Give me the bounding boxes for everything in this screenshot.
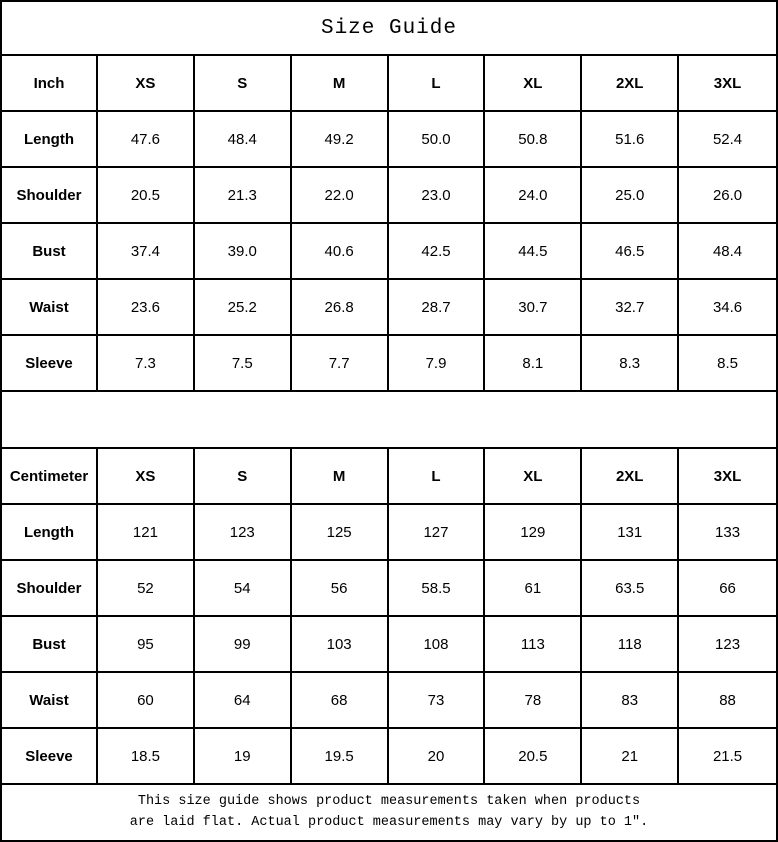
value-cell: 108 xyxy=(389,617,486,673)
cm-size-header-s: S xyxy=(195,449,292,505)
inch-row-label-bust: Bust xyxy=(2,224,98,280)
value-cell: 131 xyxy=(582,505,679,561)
value-cell: 73 xyxy=(389,673,486,729)
inch-size-header-xl: XL xyxy=(485,56,582,112)
value-cell: 22.0 xyxy=(292,168,389,224)
footer-note-line2: are laid flat. Actual product measurements may vary by up to 1″. xyxy=(129,814,649,830)
inch-row-label-length: Length xyxy=(2,112,98,168)
value-cell: 7.5 xyxy=(195,336,292,392)
inch-size-header-s: S xyxy=(195,56,292,112)
cm-size-header-xl: XL xyxy=(485,449,582,505)
value-cell: 99 xyxy=(195,617,292,673)
value-cell: 58.5 xyxy=(389,561,486,617)
cm-size-header-xs: XS xyxy=(98,449,195,505)
value-cell: 46.5 xyxy=(582,224,679,280)
value-cell: 118 xyxy=(582,617,679,673)
cm-row-label-waist: Waist xyxy=(2,673,98,729)
value-cell: 24.0 xyxy=(485,168,582,224)
inch-size-header-3xl: 3XL xyxy=(679,56,776,112)
value-cell: 125 xyxy=(292,505,389,561)
value-cell: 50.8 xyxy=(485,112,582,168)
value-cell: 20 xyxy=(389,729,486,785)
inch-unit-header-cell: Inch xyxy=(2,56,98,112)
value-cell: 7.9 xyxy=(389,336,486,392)
value-cell: 47.6 xyxy=(98,112,195,168)
value-cell: 88 xyxy=(679,673,776,729)
inch-size-header-xs: XS xyxy=(98,56,195,112)
value-cell: 32.7 xyxy=(582,280,679,336)
cm-row-label-length: Length xyxy=(2,505,98,561)
value-cell: 42.5 xyxy=(389,224,486,280)
value-cell: 19.5 xyxy=(292,729,389,785)
value-cell: 63.5 xyxy=(582,561,679,617)
value-cell: 113 xyxy=(485,617,582,673)
value-cell: 8.3 xyxy=(582,336,679,392)
value-cell: 28.7 xyxy=(389,280,486,336)
value-cell: 49.2 xyxy=(292,112,389,168)
value-cell: 7.3 xyxy=(98,336,195,392)
cm-row-label-bust: Bust xyxy=(2,617,98,673)
value-cell: 48.4 xyxy=(195,112,292,168)
value-cell: 95 xyxy=(98,617,195,673)
value-cell: 60 xyxy=(98,673,195,729)
value-cell: 18.5 xyxy=(98,729,195,785)
value-cell: 51.6 xyxy=(582,112,679,168)
value-cell: 54 xyxy=(195,561,292,617)
cm-size-header-2xl: 2XL xyxy=(582,449,679,505)
value-cell: 21.5 xyxy=(679,729,776,785)
value-cell: 23.0 xyxy=(389,168,486,224)
value-cell: 7.7 xyxy=(292,336,389,392)
value-cell: 34.6 xyxy=(679,280,776,336)
value-cell: 78 xyxy=(485,673,582,729)
cm-size-header-m: M xyxy=(292,449,389,505)
inch-size-header-2xl: 2XL xyxy=(582,56,679,112)
value-cell: 8.5 xyxy=(679,336,776,392)
cm-unit-header-cell: Centimeter xyxy=(2,449,98,505)
value-cell: 52.4 xyxy=(679,112,776,168)
value-cell: 23.6 xyxy=(98,280,195,336)
value-cell: 129 xyxy=(485,505,582,561)
value-cell: 20.5 xyxy=(485,729,582,785)
value-cell: 103 xyxy=(292,617,389,673)
value-cell: 56 xyxy=(292,561,389,617)
value-cell: 127 xyxy=(389,505,486,561)
value-cell: 48.4 xyxy=(679,224,776,280)
spacer-band xyxy=(2,392,776,449)
value-cell: 66 xyxy=(679,561,776,617)
inch-row-label-shoulder: Shoulder xyxy=(2,168,98,224)
value-cell: 64 xyxy=(195,673,292,729)
value-cell: 83 xyxy=(582,673,679,729)
value-cell: 44.5 xyxy=(485,224,582,280)
footer-note-line1: This size guide shows product measurements taken when products xyxy=(137,794,641,810)
value-cell: 25.2 xyxy=(195,280,292,336)
value-cell: 123 xyxy=(679,617,776,673)
footer-note xyxy=(2,785,776,840)
value-cell: 133 xyxy=(679,505,776,561)
value-cell: 123 xyxy=(195,505,292,561)
value-cell: 50.0 xyxy=(389,112,486,168)
inch-size-header-l: L xyxy=(389,56,486,112)
value-cell: 30.7 xyxy=(485,280,582,336)
value-cell: 52 xyxy=(98,561,195,617)
value-cell: 26.8 xyxy=(292,280,389,336)
value-cell: 21.3 xyxy=(195,168,292,224)
value-cell: 20.5 xyxy=(98,168,195,224)
inch-row-label-sleeve: Sleeve xyxy=(2,336,98,392)
cm-row-label-sleeve: Sleeve xyxy=(2,729,98,785)
value-cell: 121 xyxy=(98,505,195,561)
cm-row-label-shoulder: Shoulder xyxy=(2,561,98,617)
value-cell: 68 xyxy=(292,673,389,729)
value-cell: 40.6 xyxy=(292,224,389,280)
value-cell: 61 xyxy=(485,561,582,617)
value-cell: 39.0 xyxy=(195,224,292,280)
inch-row-label-waist: Waist xyxy=(2,280,98,336)
cm-size-header-l: L xyxy=(389,449,486,505)
cm-size-header-3xl: 3XL xyxy=(679,449,776,505)
value-cell: 8.1 xyxy=(485,336,582,392)
value-cell: 21 xyxy=(582,729,679,785)
size-guide-title: Size Guide xyxy=(2,2,776,56)
inch-size-header-m: M xyxy=(292,56,389,112)
value-cell: 25.0 xyxy=(582,168,679,224)
value-cell: 26.0 xyxy=(679,168,776,224)
value-cell: 19 xyxy=(195,729,292,785)
value-cell: 37.4 xyxy=(98,224,195,280)
